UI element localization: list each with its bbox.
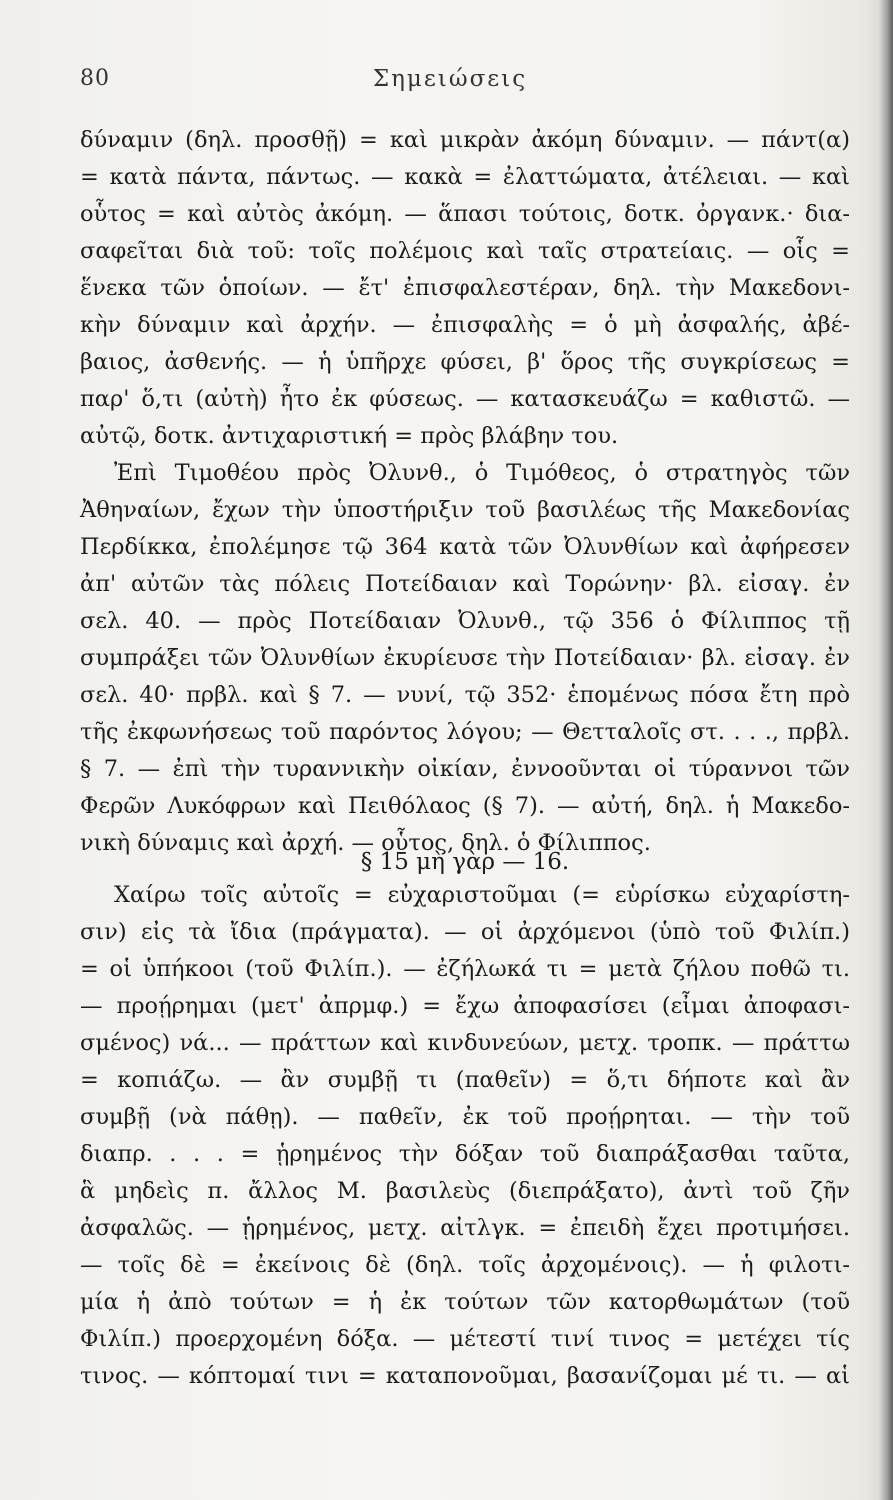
text-line: σιν) εἰς τὰ ἴδια (πράγματα). — οἱ ἀρχόμενοι (ὑπὸ τοῦ Φιλίπ.): [80, 919, 850, 945]
text-line: μία ἡ ἀπὸ τούτων = ἡ ἐκ τούτων τῶν κατορθωμάτων (τοῦ: [80, 1289, 850, 1315]
notes-paragraph-2: [80, 877, 850, 1395]
section-heading: § 15 μὴ γὰρ — 16.: [360, 849, 570, 875]
text-line: τινος. — κόπτομαί τινι = καταπονοῦμαι, βασανίζομαι μέ τι. — αἱ: [80, 1363, 850, 1389]
text-line: δύναμιν (δηλ. προσθῇ) = καὶ μικρὰν ἀκόμη δύναμιν. — πάντ(α): [80, 127, 850, 153]
text-line: § 7. — ἐπὶ τὴν τυραννικὴν οἰκίαν, ἐννοοῦνται οἱ τύραννοι τῶν: [80, 756, 850, 782]
text-line: Περδίκκα, ἐπολέμησε τῷ 364 κατὰ τῶν Ὀλυνθίων καὶ ἀφήρεσεν: [80, 534, 850, 560]
page-number: 80: [80, 66, 110, 91]
text-line: παρ' ὅ,τι (αὐτὴ) ἦτο ἐκ φύσεως. — κατασκευάζω = καθιστῶ. —: [80, 386, 850, 412]
text-line: συμπράξει τῶν Ὀλυνθίων ἐκυρίευσε τὴν Ποτείδαιαν· βλ. εἰσαγ. ἐν: [80, 645, 850, 671]
text-line: σελ. 40. — πρὸς Ποτείδαιαν Ὀλυνθ., τῷ 356 ὁ Φίλιππος τῇ: [80, 608, 850, 634]
text-line: σμένος) νά... — πράττων καὶ κινδυνεύων, μετχ. τροπκ. — πράττω: [80, 1030, 850, 1056]
text-line: βαιος, ἀσθενής. — ἡ ὑπῆρχε φύσει, β' ὅρος τῆς συγκρίσεως =: [80, 349, 850, 375]
text-line: συμβῇ (νὰ πάθῃ). — παθεῖν, ἐκ τοῦ προῄρηται. — τὴν τοῦ: [80, 1104, 850, 1130]
text-line: ἃ μηδεὶς π. ἄλλος Μ. βασιλεὺς (διεπράξατο), ἀντὶ τοῦ ζῆν: [80, 1178, 850, 1204]
text-line: νικὴ δύναμις καὶ ἀρχή. — οὗτος, δηλ. ὁ Φίλιππος.: [80, 830, 651, 856]
text-line: Φερῶν Λυκόφρων καὶ Πειθόλαος (§ 7). — αὐτή, δηλ. ἡ Μακεδο-: [80, 793, 850, 819]
page-header: [80, 66, 820, 102]
text-line: Χαίρω τοῖς αὐτοῖς = εὐχαριστοῦμαι (= εὑρίσκω εὐχαρίστη-: [114, 882, 850, 908]
text-line: ἀσφαλῶς. — ᾑρημένος, μετχ. αἰτλγκ. = ἐπειδὴ ἔχει προτιμήσει.: [80, 1215, 850, 1241]
text-line: Ἐπὶ Τιμοθέου πρὸς Ὀλυνθ., ὁ Τιμόθεος, ὁ στρατηγὸς τῶν: [114, 460, 850, 486]
text-line: = κοπιάζω. — ἂν συμβῇ τι (παθεῖν) = ὅ,τι δήποτε καὶ ἂν: [80, 1067, 850, 1093]
text-line: Φιλίπ.) προερχομένη δόξα. — μέτεστί τινί τινος = μετέχει τίς: [80, 1326, 850, 1352]
text-line: οὗτος = καὶ αὐτὸς ἀκόμη. — ἅπασι τούτοις, δοτκ. ὀργανκ.· δια-: [80, 201, 850, 227]
text-line: κὴν δύναμιν καὶ ἀρχήν. — ἐπισφαλὴς = ὁ μὴ ἀσφαλής, ἀβέ-: [80, 312, 850, 338]
text-line: = οἱ ὑπήκοοι (τοῦ Φιλίπ.). — ἐζήλωκά τι = μετὰ ζήλου ποθῶ τι.: [80, 956, 850, 982]
text-line: τῆς ἐκφωνήσεως τοῦ παρόντος λόγου; — Θετταλοῖς στ. . . ., πρβλ.: [80, 719, 850, 745]
text-line: — τοῖς δὲ = ἐκείνοις δὲ (δηλ. τοῖς ἀρχομένοις). — ἡ φιλοτι-: [80, 1252, 850, 1278]
text-line: = κατὰ πάντα, πάντως. — κακὰ = ἐλαττώματα, ἀτέλειαι. — καὶ: [80, 164, 850, 190]
notes-paragraph-1: [80, 122, 850, 862]
text-line: διαπρ. . . . = ᾑρημένος τὴν δόξαν τοῦ διαπράξασθαι ταῦτα,: [80, 1141, 850, 1167]
text-line: σελ. 40· πρβλ. καὶ § 7. — νυνί, τῷ 352· ἑπομένως πόσα ἔτη πρὸ: [80, 682, 850, 708]
text-line: ἕνεκα τῶν ὁποίων. — ἔτ' ἐπισφαλεστέραν, δηλ. τὴν Μακεδονι-: [80, 275, 850, 301]
running-title: Σημειώσεις: [372, 66, 528, 92]
page-edge-shadow: [879, 0, 893, 1500]
text-line: — προῄρημαι (μετ' ἀπρμφ.) = ἔχω ἀποφασίσει (εἶμαι ἀποφασι-: [80, 993, 850, 1019]
text-line: Ἀθηναίων, ἔχων τὴν ὑποστήριξιν τοῦ βασιλέως τῆς Μακεδονίας: [80, 497, 850, 523]
text-line: ἀπ' αὐτῶν τὰς πόλεις Ποτείδαιαν καὶ Τορώνην· βλ. εἰσαγ. ἐν: [80, 571, 850, 597]
text-line: σαφεῖται διὰ τοῦ: τοῖς πολέμοις καὶ ταῖς στρατείαις. — οἷς =: [80, 238, 850, 264]
text-line: αὐτῷ, δοτκ. ἀντιχαριστική = πρὸς βλάβην του.: [80, 423, 619, 449]
